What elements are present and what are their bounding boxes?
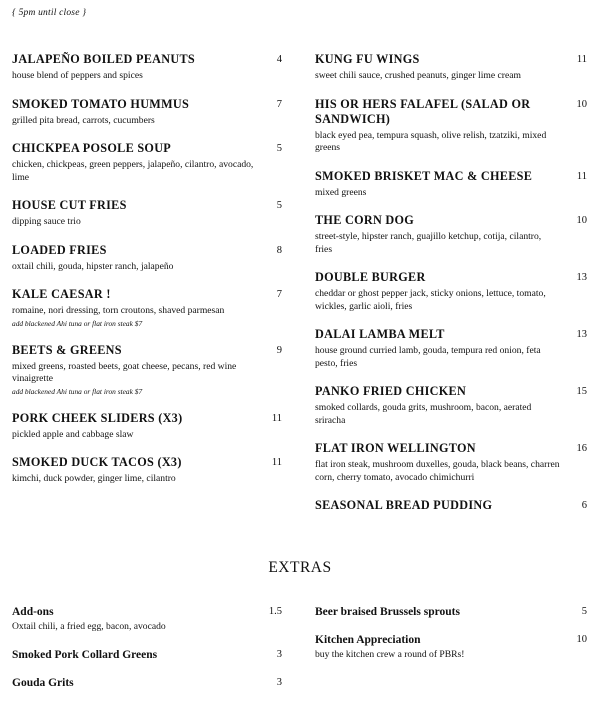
extra-item: [315, 633, 587, 662]
item-description: dipping sauce trio: [12, 216, 81, 227]
menu-item: [12, 97, 282, 128]
item-price: 11: [576, 54, 587, 65]
extra-price: 3: [276, 648, 282, 660]
item-price: 10: [576, 215, 587, 226]
menu-item: [315, 384, 587, 427]
extra-name: Kitchen Appreciation: [315, 634, 421, 646]
item-name: FLAT IRON WELLINGTON: [315, 441, 476, 455]
item-description: chicken, chickpeas, green peppers, jalapeño, cilantro, avocado, lime: [12, 159, 254, 183]
extras-column-left: [12, 605, 282, 704]
extra-description: buy the kitchen crew a round of PBRs!: [315, 649, 465, 660]
extras-heading: EXTRAS: [268, 559, 332, 576]
menu-item: [315, 213, 587, 256]
menu-item: [315, 498, 587, 513]
item-price: 10: [576, 98, 587, 110]
item-description: sweet chili sauce, crushed peanuts, ginger lime cream: [315, 70, 521, 81]
item-name: KALE CAESAR !: [12, 287, 111, 301]
menu-item: [315, 270, 587, 313]
item-price: 6: [581, 500, 587, 511]
item-price: 5: [276, 200, 282, 211]
extra-price: 5: [581, 606, 587, 617]
item-price: 7: [276, 289, 282, 300]
item-name: HOUSE CUT FRIES: [12, 198, 127, 212]
item-description: black eyed pea, tempura squash, olive relish, tzatziki, mixed greens: [315, 129, 547, 153]
item-name: CHICKPEA POSOLE SOUP: [12, 141, 172, 155]
item-price: 4: [276, 54, 282, 65]
menu-item: [315, 169, 587, 200]
item-description: grilled pita bread, carrots, cucumbers: [12, 114, 155, 126]
item-description: flat iron steak, mushroom duxelles, gouda, black beans, charren corn, cherry tomato, avocado chimichurri: [315, 459, 560, 483]
menu-item: [315, 97, 587, 155]
item-name: SMOKED DUCK TACOS (X3): [12, 455, 182, 469]
menu-item: [12, 343, 282, 397]
extra-item: [12, 605, 282, 634]
item-price: 16: [576, 443, 587, 454]
item-addon-note: add blackened Ahi tuna or flat iron steak $7: [12, 386, 143, 396]
item-name: LOADED FRIES: [12, 242, 107, 257]
item-price: 5: [276, 143, 282, 154]
item-description: mixed greens, roasted beets, goat cheese, pecans, red wine vinaigrette: [12, 360, 237, 384]
item-price: 7: [276, 98, 282, 110]
menu-item: [12, 411, 282, 442]
item-description: romaine, nori dressing, torn croutons, shaved parmesan: [12, 305, 225, 316]
menu-item: [12, 52, 282, 83]
item-name: SEASONAL BREAD PUDDING: [315, 498, 493, 512]
item-price: 13: [576, 272, 587, 283]
item-price: 8: [276, 244, 282, 256]
item-price: 11: [576, 170, 587, 182]
item-name: SMOKED BRISKET MAC & CHEESE: [315, 168, 533, 183]
item-price: 9: [276, 344, 282, 356]
item-price: 11: [271, 412, 282, 424]
extra-name: Gouda Grits: [12, 676, 74, 689]
item-description: street-style, hipster ranch, guajillo ketchup, cotija, cilantro, fries: [315, 231, 542, 255]
item-name: PANKO FRIED CHICKEN: [315, 384, 467, 398]
extra-item: [315, 605, 587, 619]
extra-name: Add-ons: [12, 606, 54, 618]
item-name: KUNG FU WINGS: [315, 52, 420, 66]
extra-description: Oxtail chili, a fried egg, bacon, avocado: [12, 621, 166, 632]
menu-item: [12, 287, 282, 329]
item-name: PORK CHEEK SLIDERS (X3): [12, 410, 183, 425]
menu-item: [12, 141, 282, 184]
item-name: DALAI LAMBA MELT: [315, 327, 445, 341]
menu-item: [315, 441, 587, 484]
item-price: 13: [576, 329, 587, 340]
item-description: house blend of peppers and spices: [12, 70, 143, 81]
extra-price: 1.5: [268, 606, 282, 617]
extra-item: [12, 676, 282, 690]
item-addon-note: add blackened Ahi tuna or flat iron steak $7: [12, 318, 143, 328]
menu-item: [12, 198, 282, 229]
item-name: JALAPEÑO BOILED PEANUTS: [12, 52, 195, 66]
extra-name: Beer braised Brussels sprouts: [315, 606, 460, 618]
item-description: house ground curried lamb, gouda, tempura red onion, feta pesto, fries: [315, 345, 541, 369]
hours-note: { 5pm until close }: [12, 8, 87, 18]
extras-column-right: [315, 605, 587, 676]
item-description: oxtail chili, gouda, hipster ranch, jalapeño: [12, 260, 174, 272]
item-name: HIS OR HERS FALAFEL (SALAD OR SANDWICH): [315, 96, 531, 126]
menu-item: [12, 455, 282, 486]
menu-column-left: [12, 52, 282, 500]
item-description: mixed greens: [315, 186, 367, 198]
item-name: DOUBLE BURGER: [315, 270, 426, 284]
extra-price: 3: [276, 676, 282, 688]
item-name: BEETS & GREENS: [12, 342, 122, 357]
menu-item: [12, 243, 282, 274]
extra-name: Smoked Pork Collard Greens: [12, 648, 158, 661]
menu-column-right: [315, 52, 587, 527]
item-description: smoked collards, gouda grits, mushroom, bacon, aerated sriracha: [315, 402, 532, 426]
item-description: cheddar or ghost pepper jack, sticky onions, lettuce, tomato, wickles, garlic aioli, fries: [315, 288, 546, 312]
item-description: kimchi, duck powder, ginger lime, cilantro: [12, 473, 176, 484]
extra-item: [12, 648, 282, 662]
item-name: SMOKED TOMATO HUMMUS: [12, 96, 190, 111]
extra-price: 10: [576, 634, 587, 645]
item-price: 15: [576, 386, 587, 397]
item-name: THE CORN DOG: [315, 213, 415, 227]
menu-item: [315, 327, 587, 370]
item-price: 11: [271, 457, 282, 468]
item-description: pickled apple and cabbage slaw: [12, 428, 134, 440]
menu-item: [315, 52, 587, 83]
